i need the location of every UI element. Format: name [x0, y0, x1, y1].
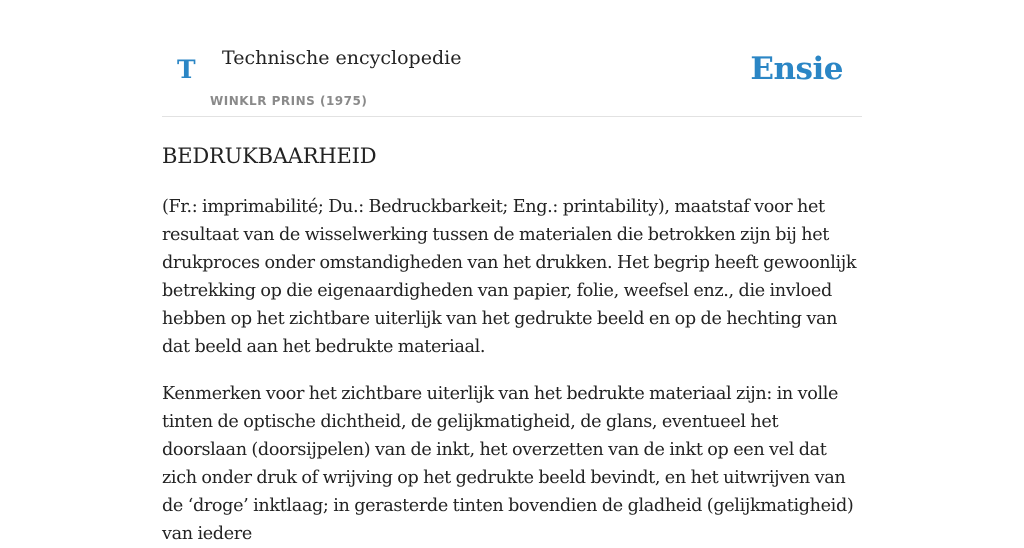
- brand-logo-link[interactable]: Ensie: [750, 51, 843, 87]
- content-column: [162, 0, 862, 548]
- article-paragraph: (Fr.: imprimabilité; Du.: Bedruckbarkeit; Eng.: printability), maatstaf voor het resultaat van de wisselwerking tussen de materialen die betrokken zijn bij het drukproces onder omstandigheden van het drukken. Het begrip heeft gewoonlijk betrekking op die eigenaardigheden van papier, folie, weefsel enz., die invloed hebben op het zichtbare uiterlijk van het gedrukte beeld en op de hechting van dat beeld aan het bedrukte materiaal.: [162, 197, 857, 357]
- article-headword: BEDRUKBAARHEID: [162, 144, 377, 168]
- publication-logo[interactable]: T: [177, 55, 196, 84]
- publication-title[interactable]: Technische encyclopedie: [222, 47, 462, 69]
- publication-source: WINKLR PRINS (1975): [210, 94, 368, 108]
- publication-header: [162, 0, 862, 117]
- article-paragraph: Kenmerken voor het zichtbare uiterlijk van het bedrukte materiaal zijn: in volle tinten de optische dichtheid, de gelijkmatigheid, de glans, eventueel het doorslaan (doorsijpelen) van de inkt, het overzetten van de inkt op een vel dat zich onder druk of wrijving op het gedrukte beeld bevindt, en het uitwrijven van de ‘droge’ inktlaag; in gerasterde tinten bovendien de gladheid (gelijkmatigheid) van iedere: [162, 384, 854, 544]
